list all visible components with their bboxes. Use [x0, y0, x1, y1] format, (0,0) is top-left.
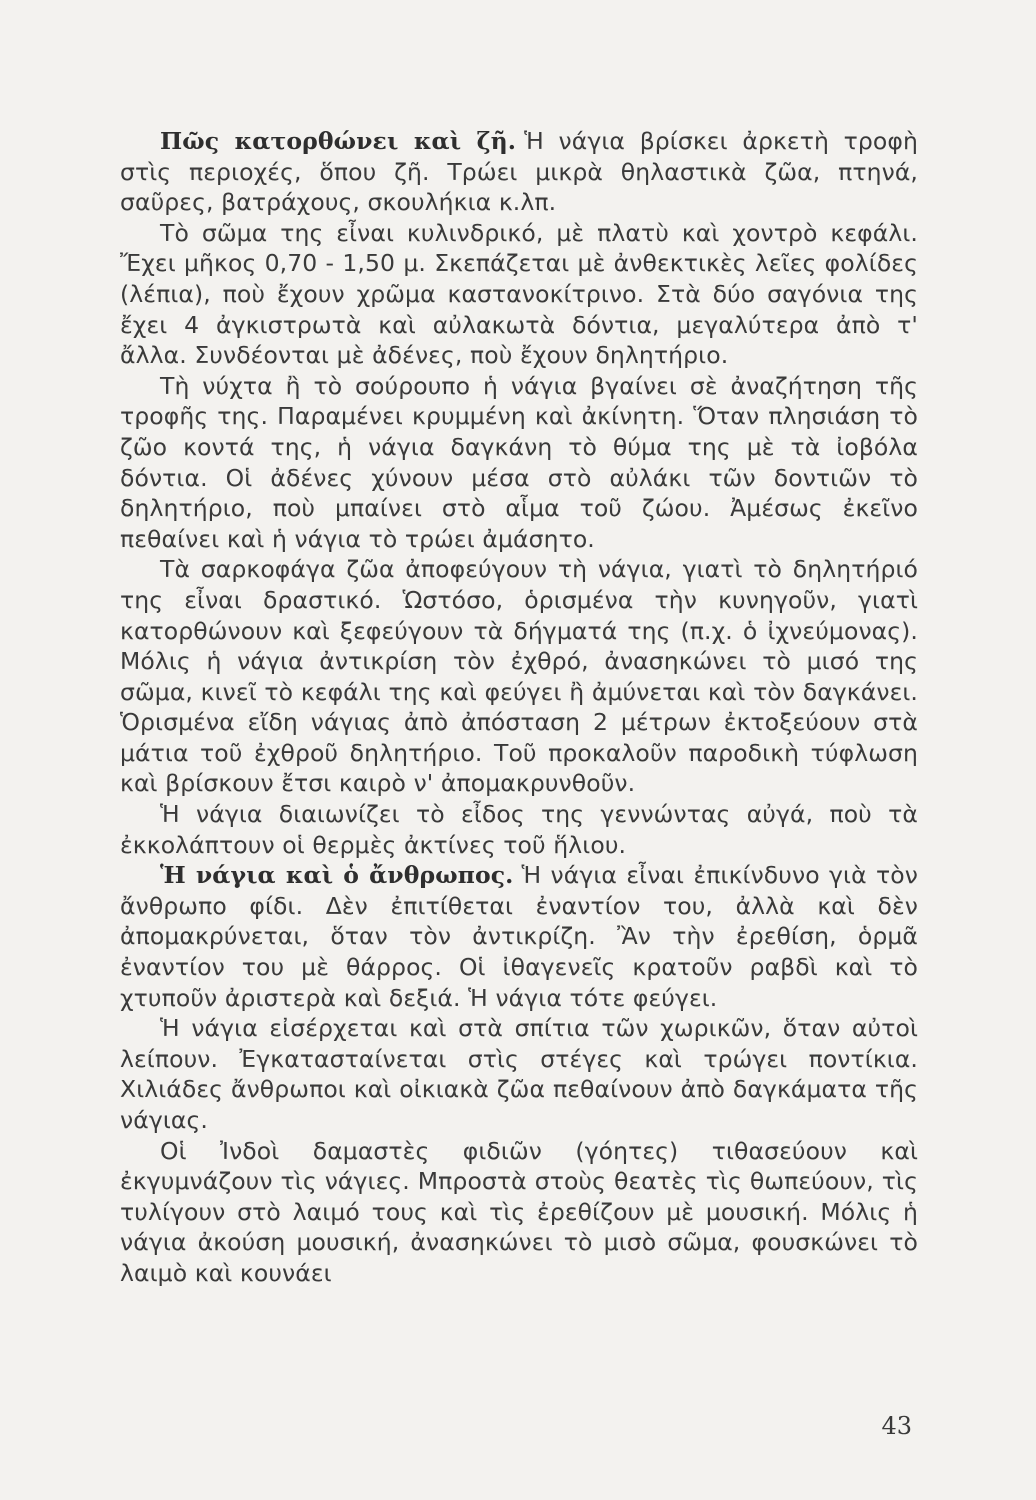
paragraph: Ἡ νάγια διαιωνίζει τὸ εἶδος της γεννώντας αὐγά, ποὺ τὰ ἐκκολάπτουν οἱ θερμὲς ἀκτίνες τοῦ ἥλιου.: [120, 800, 918, 859]
paragraph-text: Ἡ νάγια βρίσκει ἀρκετὴ τροφὴ στὶς περιοχές, ὅπου ζῆ. Τρώει μικρὰ θηλαστικὰ ζῶα, πτηνά, σαῦρες, βατράχους, σκουλήκια κ.λπ.: [120, 127, 918, 217]
paragraph: Τὸ σῶμα της εἶναι κυλινδρικό, μὲ πλατὺ καὶ χοντρὸ κεφάλι. Ἔχει μῆκος 0,70 - 1,50 μ. Σκεπάζεται μὲ ἀνθεκτικὲς λεῖες φολίδες (λέπια), ποὺ ἔχουν χρῶμα καστανοκίτρινο. Στὰ δύο σαγόνια της ἔχει 4 ἀγκιστρωτὰ καὶ αὐλακωτὰ δόντια, μεγαλύτερα ἀπὸ τ' ἄλλα. Συνδέονται μὲ ἀδένες, ποὺ ἔχουν δηλητήριο.: [120, 218, 918, 370]
section-heading: Ἡ νάγια καὶ ὁ ἄνθρωπος.: [160, 861, 514, 890]
paragraph: Οἱ Ἰνδοὶ δαμαστὲς φιδιῶν (γόητες) τιθασεύουν καὶ ἐκγυμνάζουν τὶς νάγιες. Μπροστὰ στοὺς θεατὲς τὶς θωπεύουν, τὶς τυλίγουν στὸ λαιμό τους καὶ τὶς ἐρεθίζουν μὲ μουσική. Μόλις ἡ νάγια ἀκούση μουσική, ἀνασηκώνει τὸ μισὸ σῶμα, φουσκώνει τὸ λαιμὸ καὶ κουνάει: [120, 1136, 918, 1287]
paragraph: [120, 126, 918, 218]
section-naja-and-human: [120, 860, 918, 1288]
page-number: 43: [881, 1412, 912, 1440]
paragraph: [120, 860, 918, 1013]
section-heading: Πῶς κατορθώνει καὶ ζῆ.: [160, 127, 517, 155]
paragraph: Τὰ σαρκοφάγα ζῶα ἀποφεύγουν τὴ νάγια, γιατὶ τὸ δηλητήριό της εἶναι δραστικό. Ὡστόσο, ὁρισμένα τὴν κυνηγοῦν, γιατὶ κατορθώνουν καὶ ξεφεύγουν τὰ δήγματά της (π.χ. ὁ ἰχνεύμονας). Μόλις ἡ νάγια ἀντικρίση τὸν ἐχθρό, ἀνασηκώνει τὸ μισό της σῶμα, κινεῖ τὸ κεφάλι της καὶ φεύγει ἢ ἀμύνεται καὶ τὸν δαγκάνει. Ὁρισμένα εἴδη νάγιας ἀπὸ ἀπόσταση 2 μέτρων ἐκτοξεύουν στὰ μάτια τοῦ ἐχθροῦ δηλητήριο. Τοῦ προκαλοῦν παροδικὴ τύφλωση καὶ βρίσκουν ἔτσι καιρὸ ν' ἀπομακρυνθοῦν.: [120, 555, 918, 798]
paragraph: Τὴ νύχτα ἢ τὸ σούρουπο ἡ νάγια βγαίνει σὲ ἀναζήτηση τῆς τροφῆς της. Παραμένει κρυμμένη καὶ ἀκίνητη. Ὅταν πλησιάση τὸ ζῶο κοντά της, ἡ νάγια δαγκάνη τὸ θύμα της μὲ τὰ ἰοβόλα δόντια. Οἱ ἀδένες χύνουν μέσα στὸ αὐλάκι τῶν δοντιῶν τὸ δηλητήριο, ποὺ μπαίνει στὸ αἷμα τοῦ ζώου. Ἀμέσως ἐκεῖνο πεθαίνει καὶ ἡ νάγια τὸ τρώει ἀμάσητο.: [120, 371, 918, 553]
paragraph: Ἡ νάγια εἰσέρχεται καὶ στὰ σπίτια τῶν χωρικῶν, ὅταν αὐτοὶ λείπουν. Ἐγκατασταίνεται στὶς στέγες καὶ τρώγει ποντίκια. Χιλιάδες ἄνθρωποι καὶ οἰκιακὰ ζῶα πεθαίνουν ἀπὸ δαγκάματα τῆς νάγιας.: [120, 1014, 918, 1134]
section-how-it-lives: [120, 126, 918, 860]
paragraph-text: Ἡ νάγια εἶναι ἐπικίνδυνο γιὰ τὸν ἄνθρωπο φίδι. Δὲν ἐπιτίθεται ἐναντίον του, ἀλλὰ καὶ δὲν ἀπομακρύνεται, ὅταν τὸν ἀντικρίζη. Ἂν τὴν ἐρεθίση, ὁρμᾶ ἐναντίον του μὲ θάρρος. Οἱ ἰθαγενεῖς κρατοῦν ραβδὶ καὶ τὸ χτυποῦν ἀριστερὰ καὶ δεξιά. Ἡ νάγια τότε φεύγει.: [120, 861, 918, 1012]
